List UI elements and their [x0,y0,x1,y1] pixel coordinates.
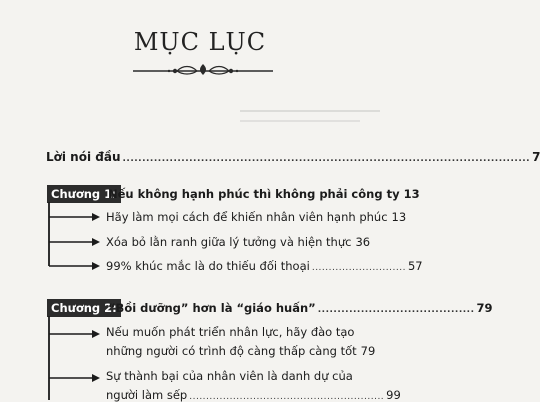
dot-leader: ........................................ [317,305,475,315]
item-page: 99 [386,388,401,402]
chapter-1-title-row[interactable] [108,187,420,201]
dot-leader: ............................ [311,263,406,273]
item-text: Hãy làm mọi cách để khiến nhân viên hạnh phúc [106,210,388,224]
item-text-line-1: Nếu muốn phát triển nhân lực, hãy đào tạo [106,325,355,339]
item-page: 36 [355,235,371,249]
ornament-divider-icon [133,62,273,78]
item-page: 57 [407,259,423,273]
chapter-2-title: “Bồi dưỡng” hơn là “giáo huấn” [108,301,316,315]
chapter-1-connector [46,202,106,282]
page-title: MỤC LỤC [133,28,267,56]
chapter-1-page: 13 [403,187,420,201]
item-text-line-1: Sự thành bại của nhân viên là danh dự của [106,369,353,383]
chapter-2-connector [46,316,106,400]
chapter-1-badge: Chương 1: [47,185,121,203]
item-text: Xóa bỏ lằn ranh giữa lý tưởng và hiện thực [106,235,352,249]
foreword-page: 7 [532,150,540,164]
chapter-1-item-3[interactable] [106,259,423,273]
chapter-2-item-2[interactable] [106,369,401,402]
item-text-line-2: những người có trình độ càng thấp càng tốt [106,344,357,358]
dot-leader: ........................................................................................................ [122,154,531,164]
chapter-2-item-1[interactable] [106,325,376,358]
chapter-2-page: 79 [476,301,493,315]
dot-leader: .......................................................... [189,392,385,402]
item-text-line-2: người làm sếp [106,388,188,402]
chapter-2-title-row[interactable] [108,301,493,315]
bleed-through [240,104,390,134]
toc-row-foreword[interactable] [46,150,540,164]
item-page: 13 [391,210,407,224]
item-text: 99% khúc mắc là do thiếu đối thoại [106,259,310,273]
chapter-1-title: Nếu không hạnh phúc thì không phải công ty [108,187,400,201]
chapter-1-item-2[interactable] [106,235,371,249]
item-page: 79 [360,344,376,358]
chapter-1-item-1[interactable] [106,210,407,224]
foreword-label: Lời nói đầu [46,150,121,164]
chapter-2-badge: Chương 2: [47,299,121,317]
